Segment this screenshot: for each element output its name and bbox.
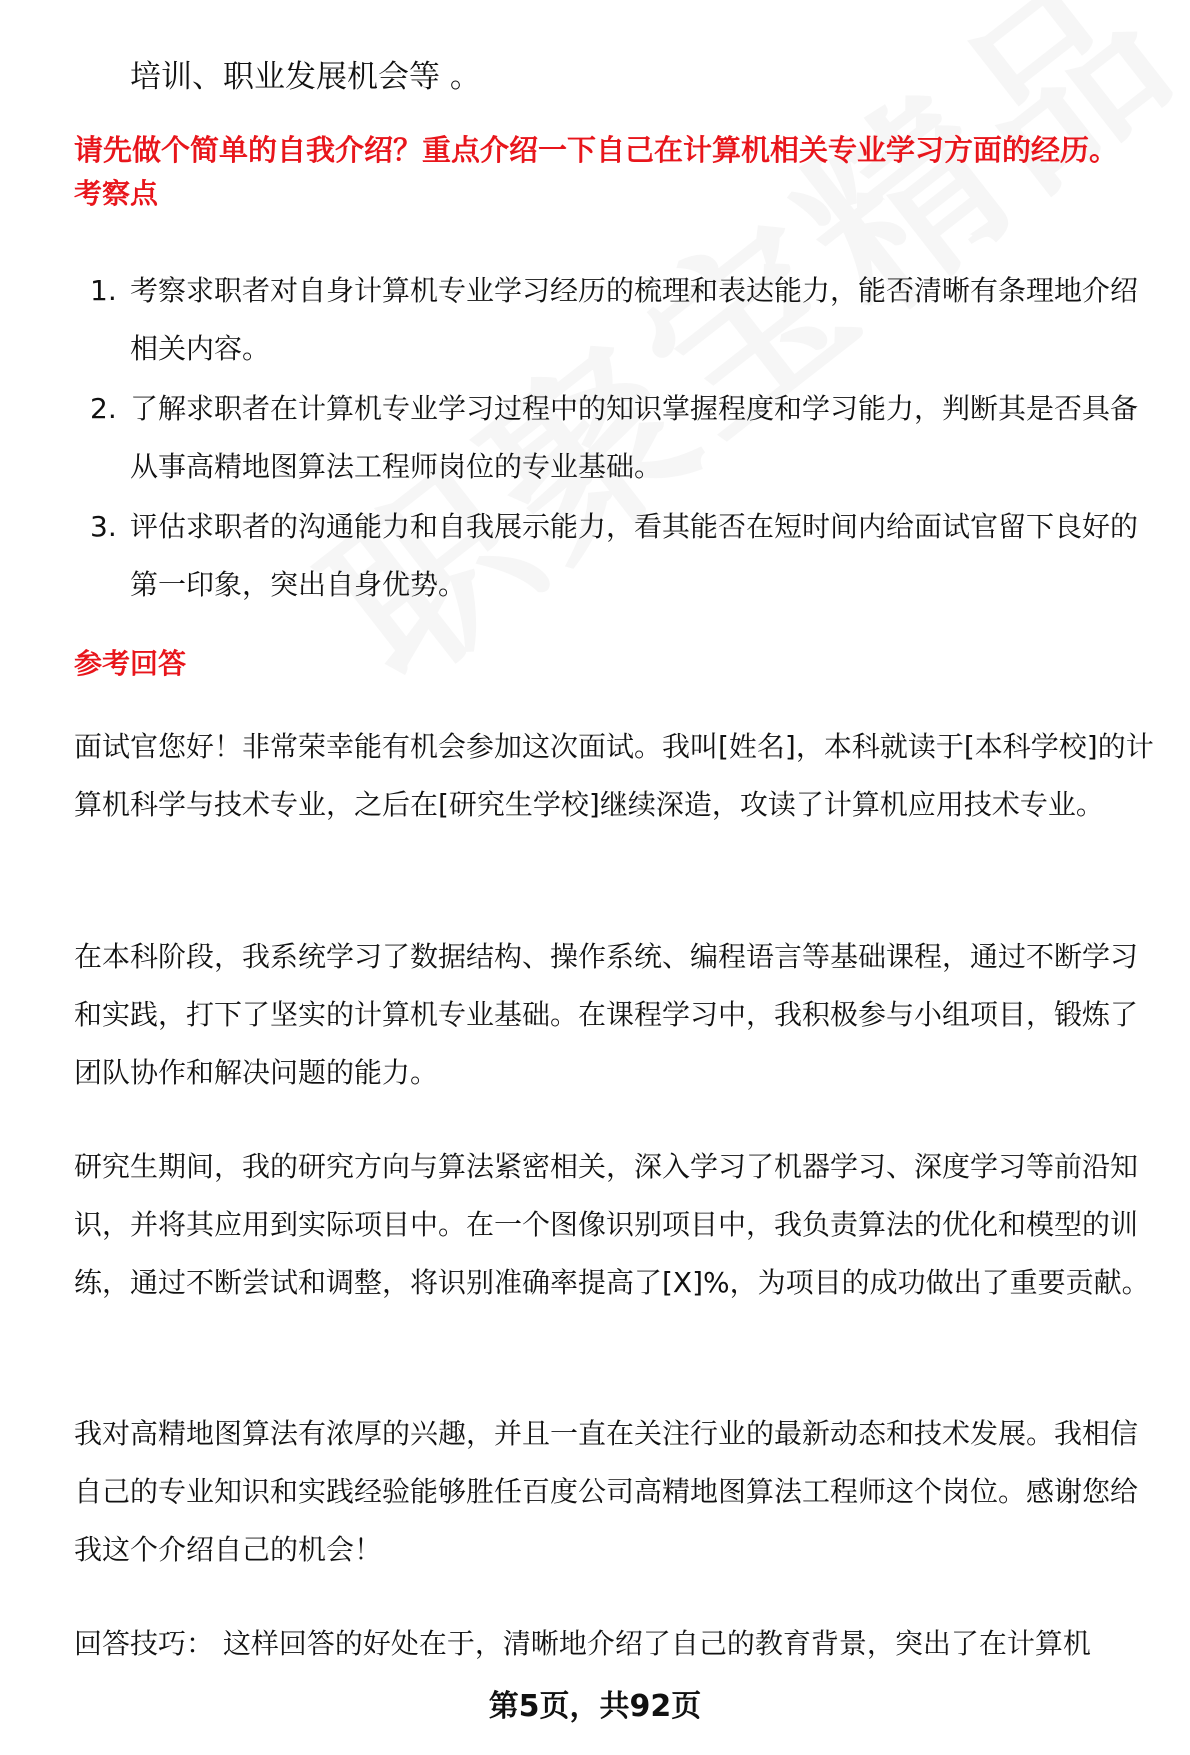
answer-tip: 回答技巧： 这样回答的好处在于，清晰地介绍了自己的教育背景，突出了在计算机 [74,1627,1091,1660]
page-number-footer: 第5页，共92页 [488,1689,702,1724]
question-heading: 请先做个简单的自我介绍？重点介绍一下自己在计算机相关专业学习方面的经历。 [74,133,1119,167]
exam-point-number: 1. [90,274,117,307]
exam-point-text: 了解求职者在计算机专业学习过程中的知识掌握程度和学习能力，判断其是否具备从事高精地图算法工程师岗位的专业基础。 [130,392,1139,483]
exam-point-item [74,262,1164,378]
answer-paragraph: 面试官您好！非常荣幸能有机会参加这次面试。我叫[姓名]，本科就读于[本科学校]的计算机科学与技术专业，之后在[研究生学校]继续深造，攻读了计算机应用技术专业。 [74,730,1154,821]
answer-paragraph: 我对高精地图算法有浓厚的兴趣，并且一直在关注行业的最新动态和技术发展。我相信自己的专业知识和实践经验能够胜任百度公司高精地图算法工程师这个岗位。感谢您给我这个介绍自己的机会！ [74,1417,1139,1566]
answer-paragraph: 研究生期间，我的研究方向与算法紧密相关，深入学习了机器学习、深度学习等前沿知识，并将其应用到实际项目中。在一个图像识别项目中，我负责算法的优化和模型的训练，通过不断尝试和调整，将识别准确率提高了[X]%，为项目的成功做出了重要贡献。 [74,1150,1150,1299]
exam-point-text: 评估求职者的沟通能力和自我展示能力，看其能否在短时间内给面试官留下良好的第一印象，突出自身优势。 [130,510,1139,601]
answer-heading: 参考回答 [74,647,187,680]
exam-point-number: 3. [90,510,117,543]
exam-points-heading: 考察点 [74,177,159,210]
exam-point-item [74,498,1164,614]
answer-paragraph: 在本科阶段，我系统学习了数据结构、操作系统、编程语言等基础课程，通过不断学习和实践，打下了坚实的计算机专业基础。在课程学习中，我积极参与小组项目，锻炼了团队协作和解决问题的能力。 [74,940,1139,1089]
exam-point-number: 2. [90,392,117,425]
continuation-text: 培训、职业发展机会等 。 [130,59,481,95]
exam-point-text: 考察求职者对自身计算机专业学习经历的梳理和表达能力，能否清晰有条理地介绍相关内容。 [130,274,1139,365]
exam-point-item [74,380,1164,496]
exam-points-list [74,262,1164,616]
